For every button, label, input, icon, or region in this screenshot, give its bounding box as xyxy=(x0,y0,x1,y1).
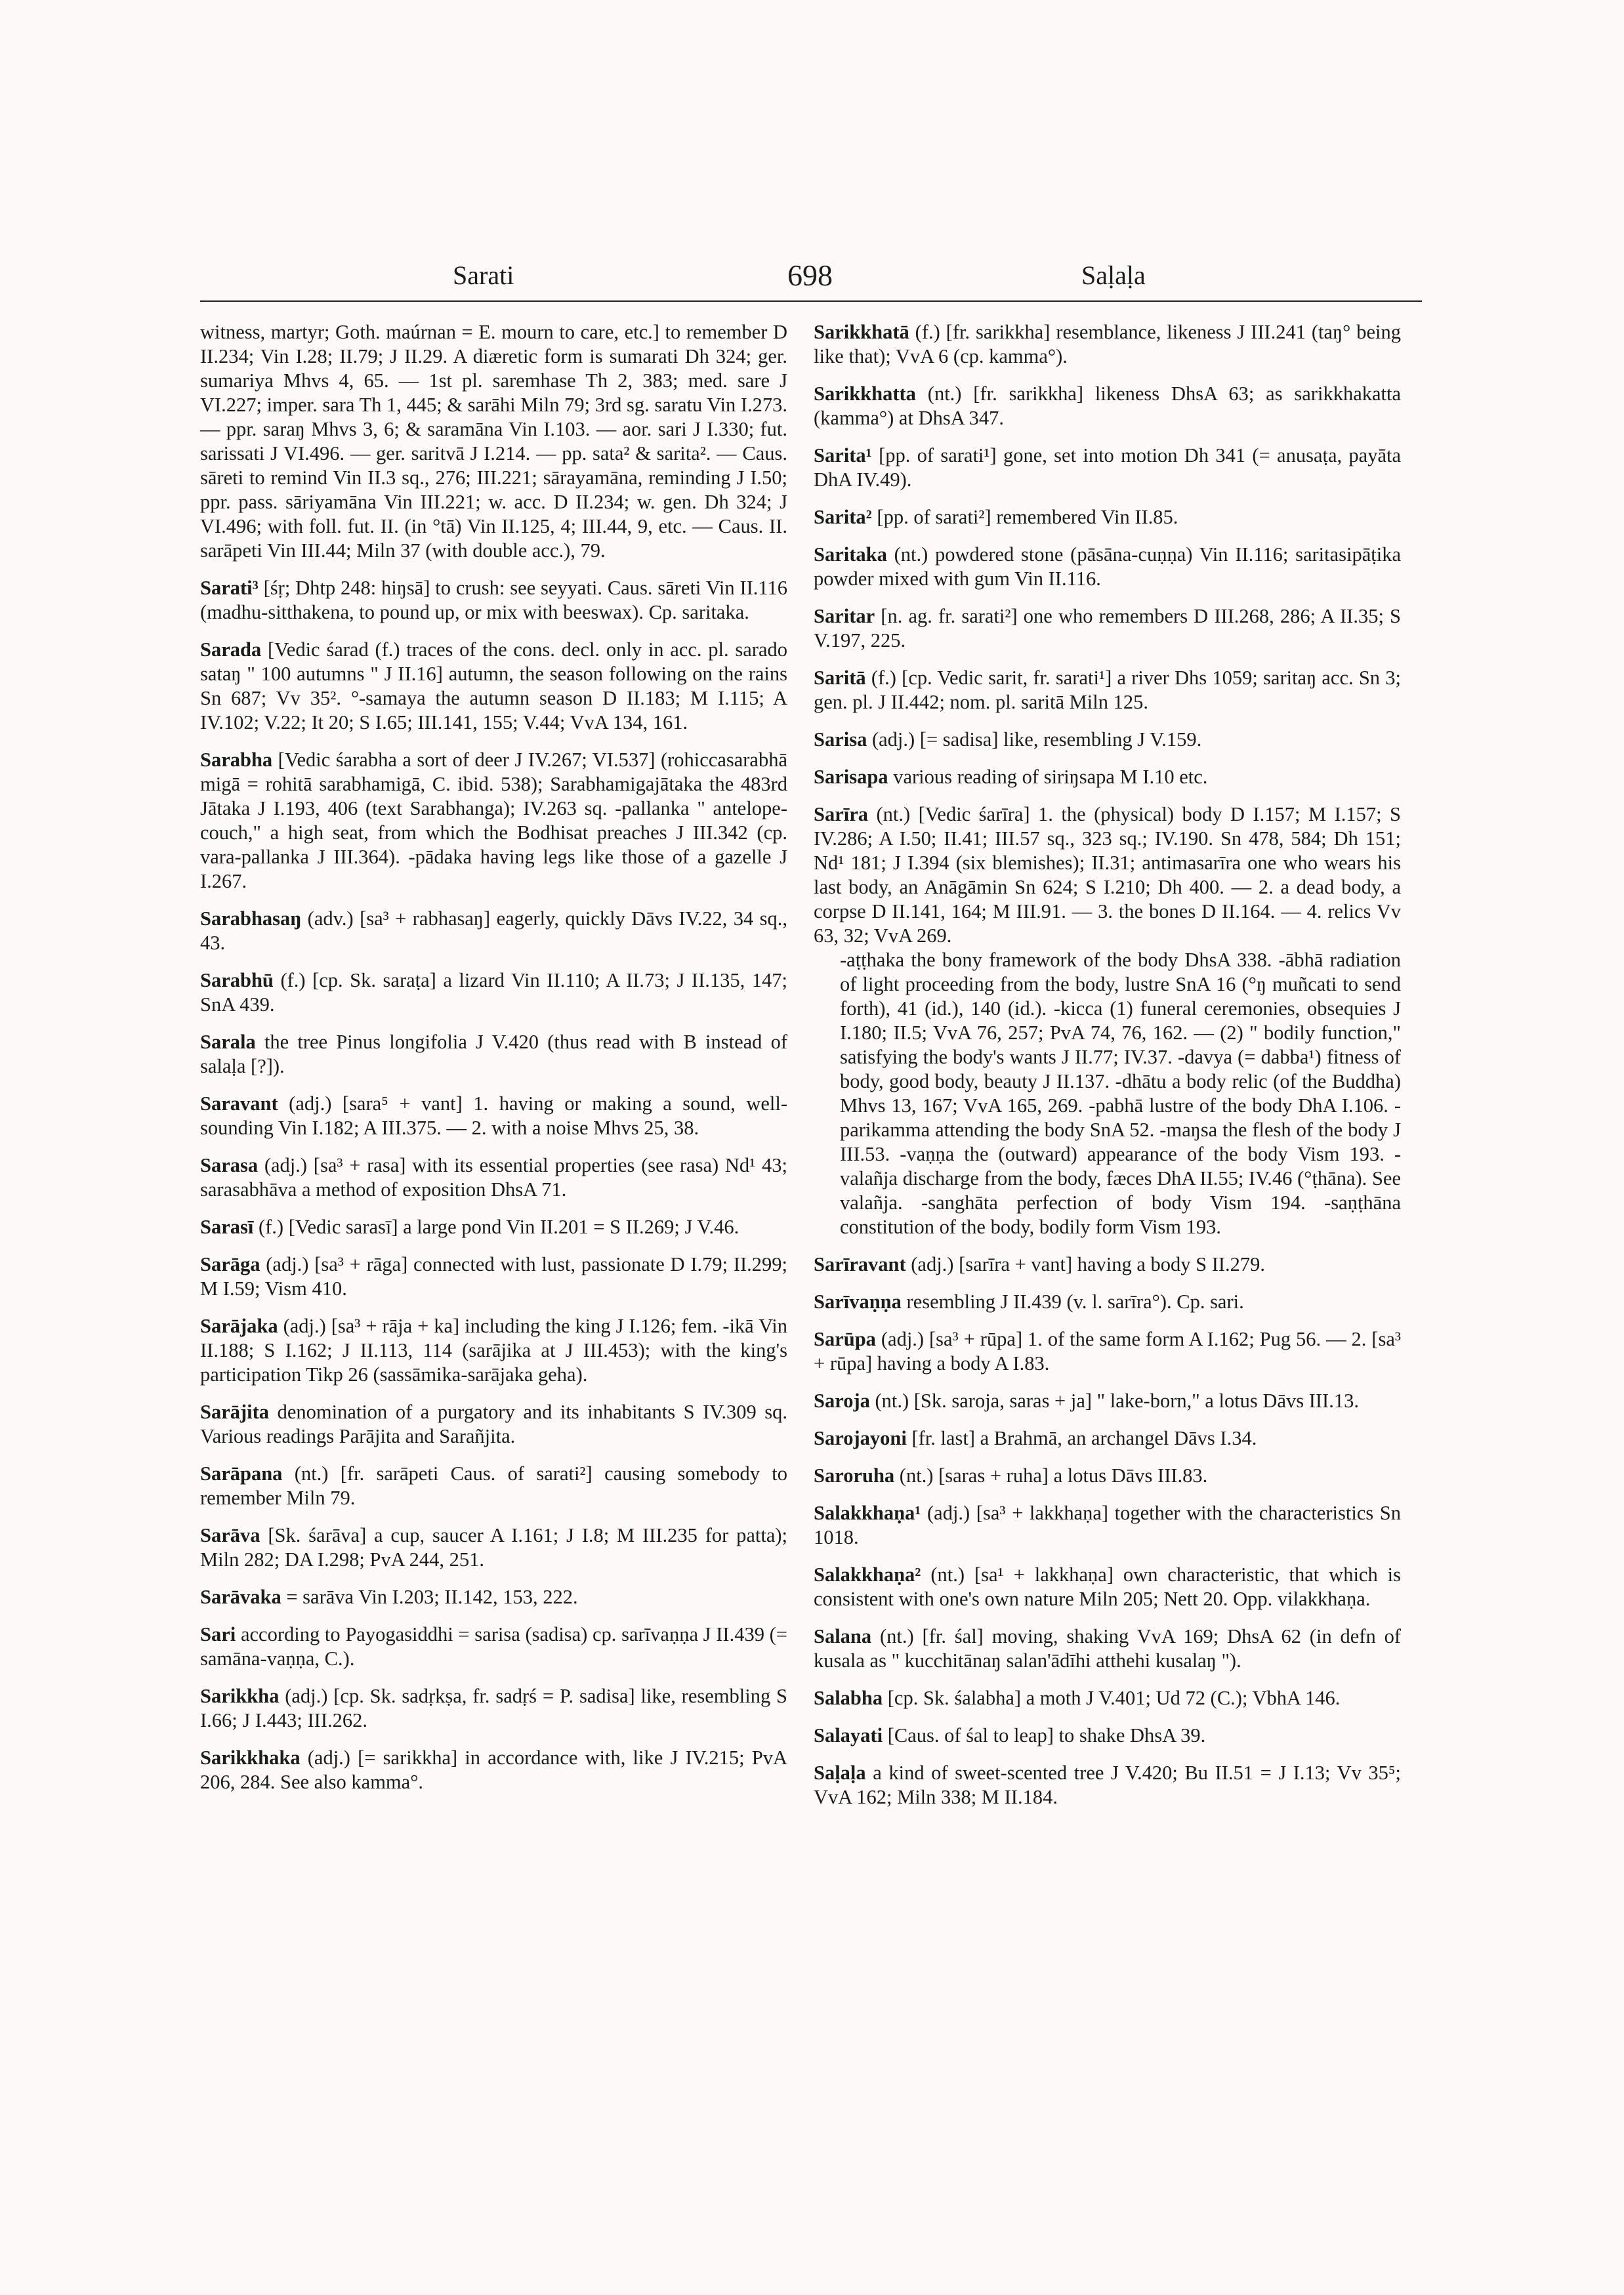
entry-headword: Salabha xyxy=(814,1687,883,1709)
entry-headword: Sarabha xyxy=(200,749,273,771)
entry-text: (adj.) [sa³ + lakkhaṇa] together with the characteristics Sn 1018. xyxy=(814,1502,1401,1548)
entry xyxy=(200,638,787,735)
entry xyxy=(200,1314,787,1387)
entry-headword: Sarūpa xyxy=(814,1328,876,1350)
header-rule xyxy=(200,300,1422,302)
entry-text: (adj.) [sa³ + rāja + ka] including the king J I.126; fem. -ikā Vin II.188; S I.162; J II.113, 114 (sarājika at J III.453); with the king's participation Tikp 26 (sassāmika-sarājaka geha). xyxy=(200,1315,788,1386)
entry-text: (adj.) [sa³ + rūpa] 1. of the same form A I.162; Pug 56. — 2. [sa³ + rūpa] having a body A I.83. xyxy=(814,1328,1402,1375)
entry xyxy=(814,1290,1401,1314)
entry xyxy=(200,748,787,894)
entry xyxy=(200,1092,787,1140)
entry-text: (adj.) [= sadisa] like, resembling J V.159. xyxy=(871,728,1202,751)
entry-headword: Sarīra xyxy=(814,803,869,825)
entry-headword: Sarisa xyxy=(814,728,867,751)
entry-headword: Saroja xyxy=(814,1390,870,1412)
entry xyxy=(814,444,1401,492)
entry xyxy=(200,1153,787,1202)
entry-text: various reading of siriŋsapa M I.10 etc. xyxy=(893,766,1208,788)
entry-text: (adj.) [= sarikkha] in accordance with, like J IV.215; PvA 206, 284. See also kamma°. xyxy=(200,1747,788,1793)
entry xyxy=(200,1400,787,1449)
entry xyxy=(814,1761,1401,1809)
entry xyxy=(814,765,1401,789)
entry-headword: Sarāvaka xyxy=(200,1586,281,1608)
entry xyxy=(200,1623,787,1671)
entry xyxy=(814,543,1401,591)
entry xyxy=(814,604,1401,653)
entry-headword: Sarīravant xyxy=(814,1253,906,1275)
entry-text: (adj.) [cp. Sk. sadṛkṣa, fr. sadṛś = P. sadisa] like, resembling S I.66; J I.443; III.262. xyxy=(200,1685,788,1731)
entry-text: (adj.) [sa³ + rasa] with its essential properties (see rasa) Nd¹ 43; sarasabhāva a method of exposition DhsA 71. xyxy=(200,1154,788,1201)
entry-headword: Sarikkhatta xyxy=(814,382,916,405)
entry xyxy=(200,1684,787,1733)
entry-headword: Saroruha xyxy=(814,1464,895,1487)
entry-text: (nt.) powdered stone (pāsāna-cuṇṇa) Vin II.116; saritasipāṭika powder mixed with gum Vin II.116. xyxy=(814,543,1402,590)
entry-text: (adj.) [sara⁵ + vant] 1. having or making a sound, well-sounding Vin I.182; A III.375. — 2. with a noise Mhvs 25, 38. xyxy=(200,1092,788,1139)
entry xyxy=(814,1252,1401,1277)
entry-headword: Saritar xyxy=(814,605,875,627)
entry-text: (adj.) [sa³ + rāga] connected with lust, passionate D I.79; II.299; M I.59; Vism 410. xyxy=(200,1253,787,1300)
entry-text: a kind of sweet-scented tree J V.420; Bu II.51 = J I.13; Vv 35⁵; VvA 162; Miln 338; M II.184. xyxy=(814,1762,1402,1808)
entry xyxy=(814,1426,1401,1451)
entry xyxy=(200,907,787,955)
entry-text: resembling J II.439 (v. l. sarīra°). Cp. sari. xyxy=(906,1291,1244,1313)
entry xyxy=(814,666,1401,714)
entry-headword: Sarāva xyxy=(200,1524,260,1546)
entry-headword: Sarikkhatā xyxy=(814,321,909,343)
entry-text: [pp. of sarati²] remembered Vin II.85. xyxy=(877,506,1178,528)
entry-text: (f.) [fr. sarikkha] resemblance, likeness J III.241 (taŋ° being like that); VvA 6 (cp. kamma°). xyxy=(814,321,1401,367)
entry xyxy=(200,1523,787,1572)
entry-headword: Salana xyxy=(814,1625,872,1647)
entry xyxy=(814,728,1401,752)
right-column xyxy=(814,320,1401,1823)
entry-headword: Sarāpana xyxy=(200,1462,283,1485)
entry xyxy=(200,1746,787,1794)
entry-text: [n. ag. fr. sarati²] one who remembers D III.268, 286; A II.35; S V.197, 225. xyxy=(814,605,1401,651)
entry xyxy=(200,1215,787,1239)
entry-text: [cp. Sk. śalabha] a moth J V.401; Ud 72 (C.); VbhA 146. xyxy=(887,1687,1341,1709)
entry-text: (nt.) [saras + ruha] a lotus Dāvs III.83. xyxy=(899,1464,1208,1487)
entry-headword: Sarabhū xyxy=(200,969,274,991)
entry-headword: Saravant xyxy=(200,1092,278,1115)
entry-text: (nt.) [fr. śal] moving, shaking VvA 169; DhsA 62 (in defn of kusala as " kucchitānaŋ salan'ādīhi atthehi kusalaŋ "). xyxy=(814,1625,1402,1672)
entry-text: [fr. last] a Brahmā, an archangel Dāvs I.34. xyxy=(911,1427,1257,1449)
entry-text: [śṛ; Dhtp 248: hiŋsā] to crush: see seyyati. Caus. sāreti Vin II.116 (madhu-sitthakena, to pound up, or mix with beeswax). Cp. saritaka. xyxy=(200,577,788,623)
entry-text: according to Payogasiddhi = sarisa (sadisa) cp. sarīvaṇṇa J II.439 (= samāna-vaṇṇa, C.). xyxy=(200,1623,788,1670)
entry-headword: Salayati xyxy=(814,1724,883,1747)
entry-headword: Sarada xyxy=(200,638,262,661)
entry xyxy=(814,1464,1401,1488)
entry-headword: Saritā xyxy=(814,667,866,689)
entry-headword: Sarita² xyxy=(814,506,872,528)
entry-text: (nt.) [Vedic śarīra] 1. the (physical) body D I.157; M I.157; S IV.286; A I.50; II.41; III.57 sq., 323 sq.; IV.190. Sn 478, 584; Dh 151; Nd¹ 181; J I.394 (six blemishes); II.31; antimasarīra one who wears his last body, an Anāgāmin Sn 624; S I.210; Dh 400. — 2. a dead body, a corpse D II.141, 164; M III.91. — 3. the bones D II.164. — 4. relics Vv 63, 32; VvA 269. xyxy=(814,803,1401,947)
entry-headword: Sarikkha xyxy=(200,1685,280,1707)
entry-headword: Sarasa xyxy=(200,1154,259,1176)
entry-headword: Sari xyxy=(200,1623,236,1645)
entry-headword: Sarājita xyxy=(200,1401,270,1423)
entry xyxy=(814,1389,1401,1413)
entry xyxy=(200,968,787,1017)
entry xyxy=(200,320,787,563)
entry-text: (f.) [cp. Sk. saraṭa] a lizard Vin II.110; A II.73; J II.135, 147; SnA 439. xyxy=(200,969,787,1016)
entry-text: [pp. of sarati¹] gone, set into motion Dh 341 (= anusaṭa, payāta DhA IV.49). xyxy=(814,444,1401,491)
entry-headword: Salakkhaṇa² xyxy=(814,1563,921,1586)
entry-text: (adv.) [sa³ + rabhasaŋ] eagerly, quickly Dāvs IV.22, 34 sq., 43. xyxy=(200,907,787,954)
entry-headword: Sarikkhaka xyxy=(200,1747,301,1769)
entry-compounds xyxy=(814,948,1401,1239)
entry-text: (nt.) [fr. sarāpeti Caus. of sarati²] causing somebody to remember Miln 79. xyxy=(200,1462,787,1509)
entry xyxy=(200,576,787,625)
entry-text: (nt.) [Sk. saroja, saras + ja] " lake-born," a lotus Dāvs III.13. xyxy=(875,1390,1359,1412)
entry-text: (adj.) [sarīra + vant] having a body S II.279. xyxy=(911,1253,1266,1275)
running-head-right: Saḷaḷa xyxy=(1081,260,1146,290)
running-head-left: Sarati xyxy=(453,260,514,290)
entry-text: = sarāva Vin I.203; II.142, 153, 222. xyxy=(286,1586,578,1608)
entry-text: denomination of a purgatory and its inhabitants S IV.309 sq. Various readings Parājita and Sarañjita. xyxy=(200,1401,788,1447)
entry-headword: Sarājaka xyxy=(200,1315,278,1337)
entry xyxy=(200,1252,787,1301)
entry-headword: Salakkhaṇa¹ xyxy=(814,1502,921,1524)
entry-text: witness, martyr; Goth. maúrnan = E. mourn to care, etc.] to remember D II.234; Vin I.28; II.79; J II.29. A diæretic form is sumarati Dh 324; ger. sumariya Mhvs 4, 65. — 1st pl. saremhase Th 2, 383; med. sare J VI.227; imper. sara Th 1, 445; & sarāhi Miln 79; 3rd sg. saratu Vin I.273. — ppr. saraŋ Mhvs 3, 6; & saramāna Vin I.103. — aor. sari J I.330; fut. sarissati J VI.496. — ger. saritvā J I.214. — pp. sata² & sarita². — Caus. sāreti to remind Vin II.3 sq., 276; III.221; sārayamāna, reminding J I.50; ppr. pass. sāriyamāna Vin III.221; w. acc. D II.234; w. gen. Dh 324; J VI.496; with foll. fut. II. (in °tā) Vin II.125, 4; III.44, 9, etc. — Caus. II. sarāpeti Vin III.44; Miln 37 (with double acc.), 79. xyxy=(200,321,787,562)
entry xyxy=(814,802,1401,948)
entry xyxy=(814,1563,1401,1611)
entry-text: [Sk. śarāva] a cup, saucer A I.161; J I.8; M III.235 for patta); Miln 282; DA I.298; PvA 244, 251. xyxy=(200,1524,787,1571)
entry-text: the tree Pinus longifolia J V.420 (thus read with B instead of salaḷa [?]). xyxy=(200,1031,788,1077)
entry-headword: Sarojayoni xyxy=(814,1427,907,1449)
entry-text: -aṭṭhaka the bony framework of the body DhsA 338. -ābhā radiation of light proceeding from the body, lustre SnA 16 (°ŋ muñcati to send forth), 41 (id.), 140 (id.). -kicca (1) funeral ceremonies, obsequies J I.180; II.5; VvA 76, 257; PvA 74, 76, 162. — (2) " bodily function," satisfying the body's wants J II.77; IV.37. -davya (= dabba¹) fitness of body, good body, beauty J II.137. -dhātu a body relic (of the Buddha) Mhvs 13, 167; VvA 165, 269. -pabhā lustre of the body DhA I.106. -parikamma attending the body SnA 52. -maŋsa the flesh of the body J III.53. -vaṇṇa the (outward) appearance of the body Vism 193. -valañja discharge from the body, fæces DhA II.55; IV.46 (°ṭhāna). See valañja. -sanghāta perfection of body Vism 194. -saṇṭhāna constitution of the body, bodily form Vism 193. xyxy=(840,949,1401,1238)
entry-headword: Sarala xyxy=(200,1031,256,1053)
entry xyxy=(814,1624,1401,1673)
entry xyxy=(814,1686,1401,1710)
entry xyxy=(200,1030,787,1079)
entry xyxy=(814,320,1401,369)
entry-text: (nt.) [sa¹ + lakkhaṇa] own characteristic, that which is consistent with one's own nature Miln 205; Nett 20. Opp. vilakkhaṇa. xyxy=(814,1563,1401,1610)
entry-text: [Caus. of śal to leap] to shake DhsA 39. xyxy=(887,1724,1206,1747)
entry-headword: Sarita¹ xyxy=(814,444,872,466)
entry xyxy=(814,1327,1401,1376)
entry xyxy=(814,505,1401,529)
entry-headword: Sarisapa xyxy=(814,766,888,788)
entry xyxy=(814,1724,1401,1748)
entry-text: (f.) [cp. Vedic sarit, fr. sarati¹] a river Dhs 1059; saritaŋ acc. Sn 3; gen. pl. J II.442; nom. pl. saritā Miln 125. xyxy=(814,667,1401,713)
entry-text: [Vedic śarad (f.) traces of the cons. decl. only in acc. pl. sarado sataŋ " 100 autumns " J II.16] autumn, the season following on the rains Sn 687; Vv 35². °-samaya the autumn season D II.183; M I.115; A IV.102; V.22; It 20; S I.65; III.141, 155; V.44; VvA 134, 161. xyxy=(200,638,788,734)
entry-headword: Sarati³ xyxy=(200,577,259,599)
entry xyxy=(200,1462,787,1510)
entry xyxy=(200,1585,787,1609)
entry-headword: Saritaka xyxy=(814,543,887,566)
entry-headword: Sarasī xyxy=(200,1216,254,1238)
entry-text: (f.) [Vedic sarasī] a large pond Vin II.201 = S II.269; J V.46. xyxy=(258,1216,739,1238)
entry xyxy=(814,1501,1401,1550)
page-number: 698 xyxy=(787,258,833,292)
entry-headword: Sarāga xyxy=(200,1253,260,1275)
entry xyxy=(814,382,1401,430)
entry-headword: Sarīvaṇṇa xyxy=(814,1291,902,1313)
entry-headword: Sarabhasaŋ xyxy=(200,907,302,930)
entry-text: (nt.) [fr. sarikkha] likeness DhsA 63; as sarikkhakatta (kamma°) at DhsA 347. xyxy=(814,382,1402,429)
left-column xyxy=(200,320,787,1808)
entry-headword: Saḷaḷa xyxy=(814,1762,866,1784)
entry-text: [Vedic śarabha a sort of deer J IV.267; VI.537] (rohiccasarabhā migā = rohitā sarabhamigā, C. ibid. 538); Sarabhamigajātaka the 483rd Jātaka J I.193, 406 (text Sarabhanga); IV.263 sq. -pallanka " antelope-couch," a high seat, from which the Bodhisat preaches J III.342 (cp. vara-pallanka J III.364). -pādaka having legs like those of a gazelle J I.267. xyxy=(200,749,788,892)
